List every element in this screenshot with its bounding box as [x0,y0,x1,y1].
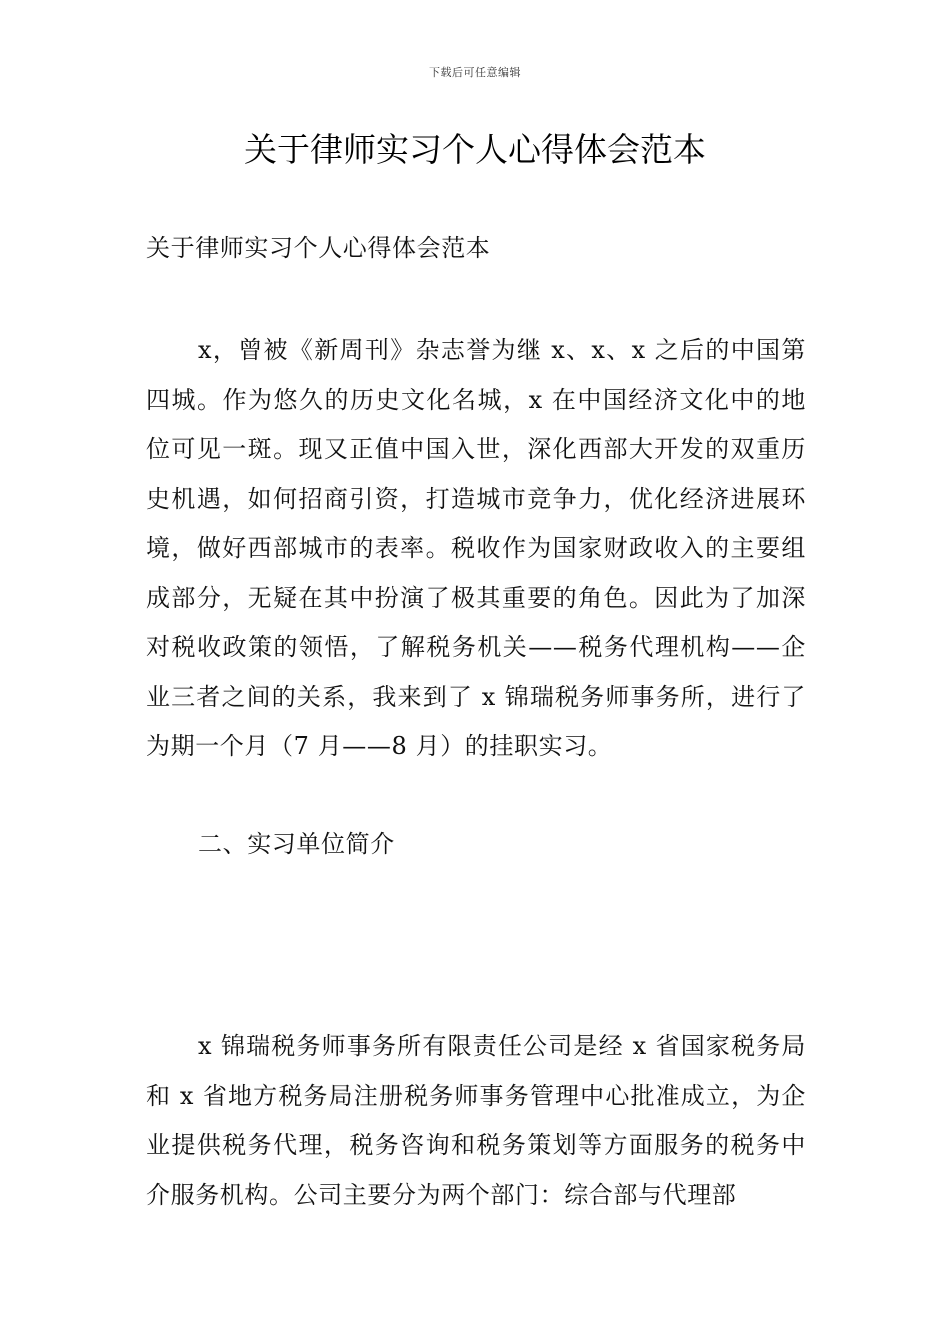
header-note: 下载后可任意编辑 [429,66,521,79]
document-title: 关于律师实习个人心得体会范本 [244,130,706,169]
section-heading: 二、实习单位简介 [198,830,395,858]
company-paragraph: x 锦瑞税务师事务所有限责任公司是经 x 省国家税务局和 x 省地方税务局注册税务师事务管理中心批准成立，为企业提供税务代理，税务咨询和税务策划等方面服务的税务中介服务机构。公司主要分为两个部门：综合部与代理部 [146,1032,806,1209]
intro-paragraph: x，曾被《新周刊》杂志誉为继 x、x、x 之后的中国第四城。作为悠久的历史文化名城，x 在中国经济文化中的地位可见一斑。现又正值中国入世，深化西部大开发的双重历史机遇，如何招商引资，打造城市竞争力，优化经济进展环境，做好西部城市的表率。税收作为国家财政收入的主要组成部分，无疑在其中扮演了极其重要的角色。因此为了加深对税收政策的领悟，了解税务机关——税务代理机构——企业三者之间的关系，我来到了 x 锦瑞税务师事务所，进行了为期一个月（7 月——8 月）的挂职实习。 [146,336,806,760]
document-subtitle: 关于律师实习个人心得体会范本 [146,234,491,262]
